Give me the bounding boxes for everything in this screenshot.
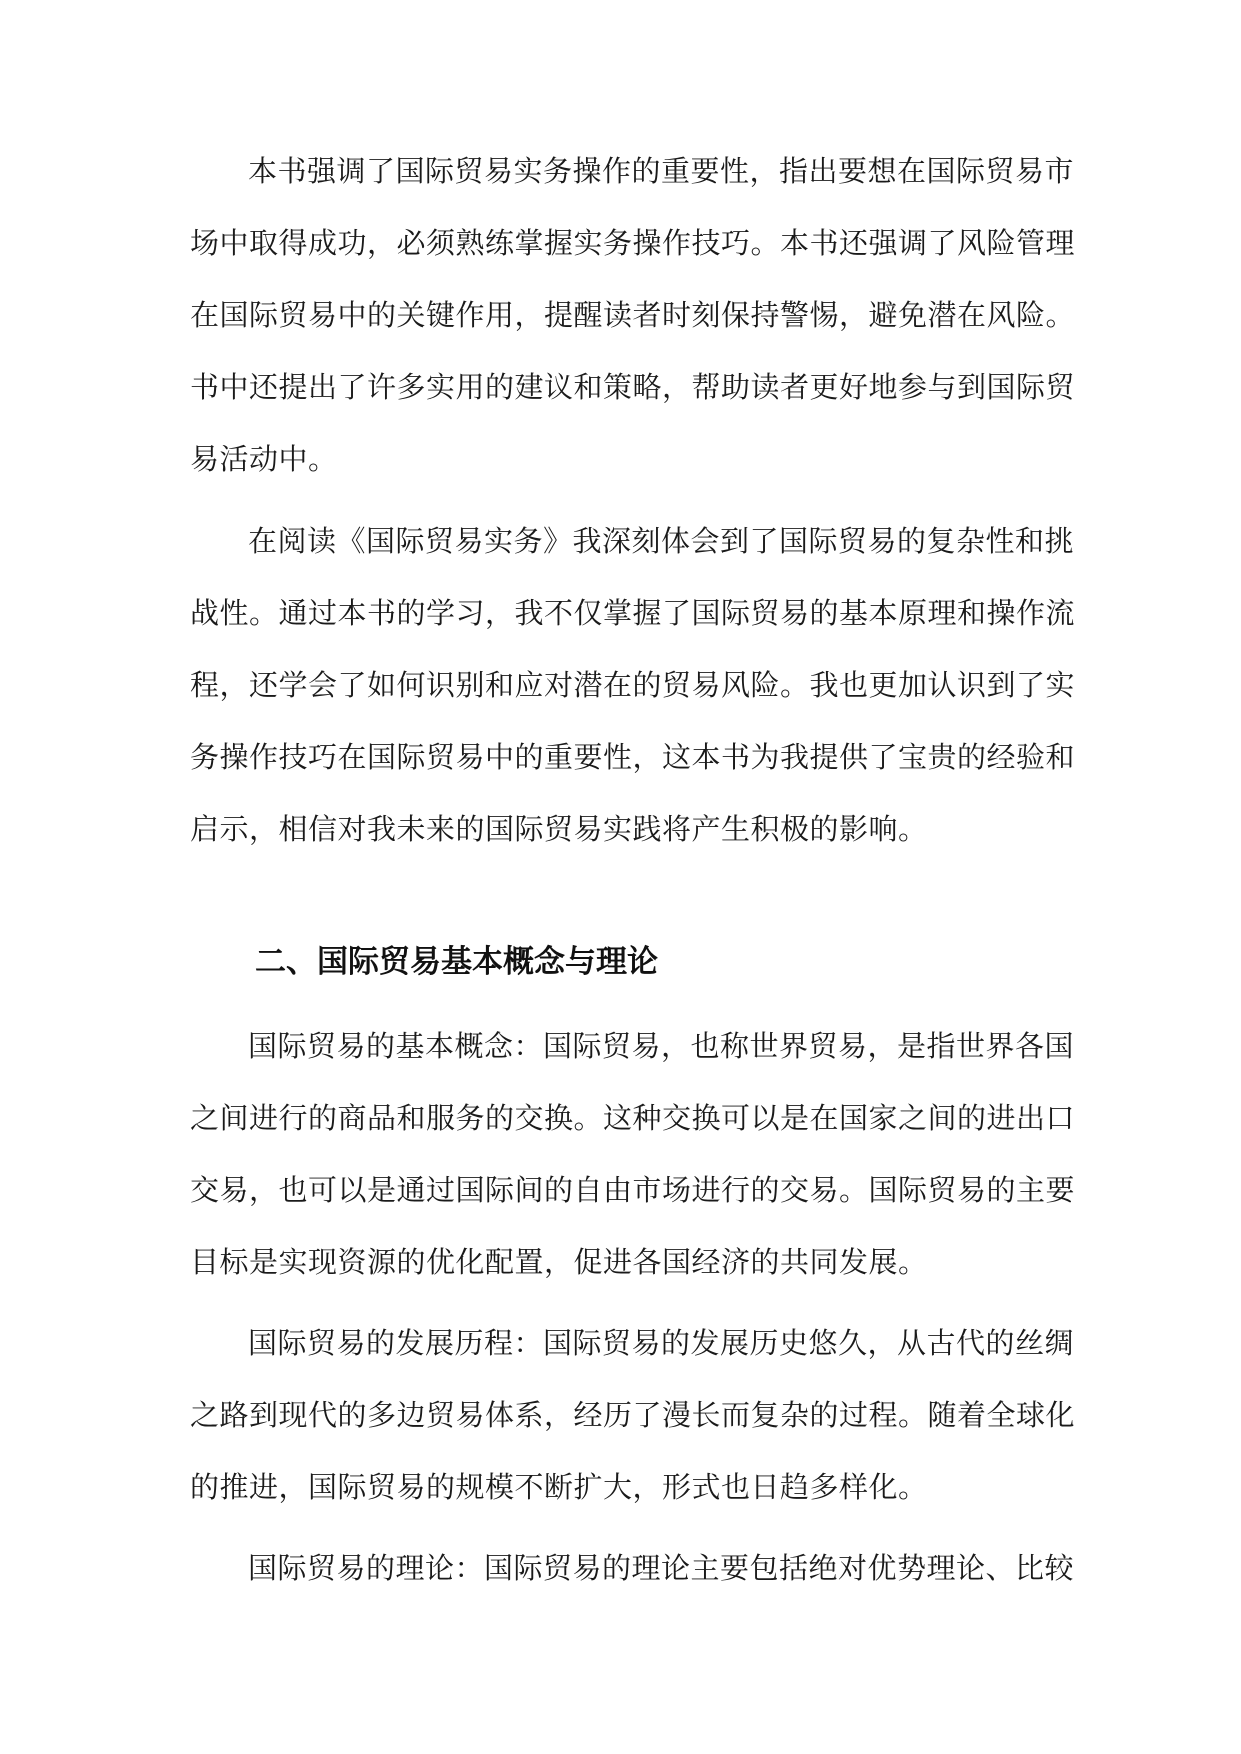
paragraph-1-line-4: 书中还提出了许多实用的建议和策略，帮助读者更好地参与到国际贸 xyxy=(190,370,1076,404)
paragraph-1-line-2: 场中取得成功，必须熟练掌握实务操作技巧。本书还强调了风险管理 xyxy=(190,226,1076,260)
paragraph-2-line-1: 在阅读《国际贸易实务》我深刻体会到了国际贸易的复杂性和挑 xyxy=(248,524,1075,558)
paragraph-2-line-4: 务操作技巧在国际贸易中的重要性，这本书为我提供了宝贵的经验和 xyxy=(190,740,1076,774)
paragraph-3-line-3: 交易，也可以是通过国际间的自由市场进行的交易。国际贸易的主要 xyxy=(190,1173,1076,1207)
paragraph-2-line-5: 启示，相信对我未来的国际贸易实践将产生积极的影响。 xyxy=(190,812,928,846)
paragraph-4-line-3: 的推进，国际贸易的规模不断扩大，形式也日趋多样化。 xyxy=(190,1470,928,1504)
paragraph-1-line-1: 本书强调了国际贸易实务操作的重要性，指出要想在国际贸易市 xyxy=(248,154,1075,188)
paragraph-3-line-1: 国际贸易的基本概念：国际贸易，也称世界贸易，是指世界各国 xyxy=(248,1029,1075,1063)
paragraph-1-line-5: 易活动中。 xyxy=(190,442,338,476)
paragraph-2-line-2: 战性。通过本书的学习，我不仅掌握了国际贸易的基本原理和操作流 xyxy=(190,596,1076,630)
paragraph-2-line-3: 程，还学会了如何识别和应对潜在的贸易风险。我也更加认识到了实 xyxy=(190,668,1076,702)
paragraph-3-line-4: 目标是实现资源的优化配置，促进各国经济的共同发展。 xyxy=(190,1245,928,1279)
paragraph-3-line-2: 之间进行的商品和服务的交换。这种交换可以是在国家之间的进出口 xyxy=(190,1101,1076,1135)
paragraph-4-line-1: 国际贸易的发展历程：国际贸易的发展历史悠久，从古代的丝绸 xyxy=(248,1326,1075,1360)
paragraph-4-line-2: 之路到现代的多边贸易体系，经历了漫长而复杂的过程。随着全球化 xyxy=(190,1398,1076,1432)
section-heading: 二、国际贸易基本概念与理论 xyxy=(255,944,658,980)
paragraph-1-line-3: 在国际贸易中的关键作用，提醒读者时刻保持警惕，避免潜在风险。 xyxy=(190,298,1076,332)
paragraph-5-line-1: 国际贸易的理论：国际贸易的理论主要包括绝对优势理论、比较 xyxy=(248,1551,1075,1585)
